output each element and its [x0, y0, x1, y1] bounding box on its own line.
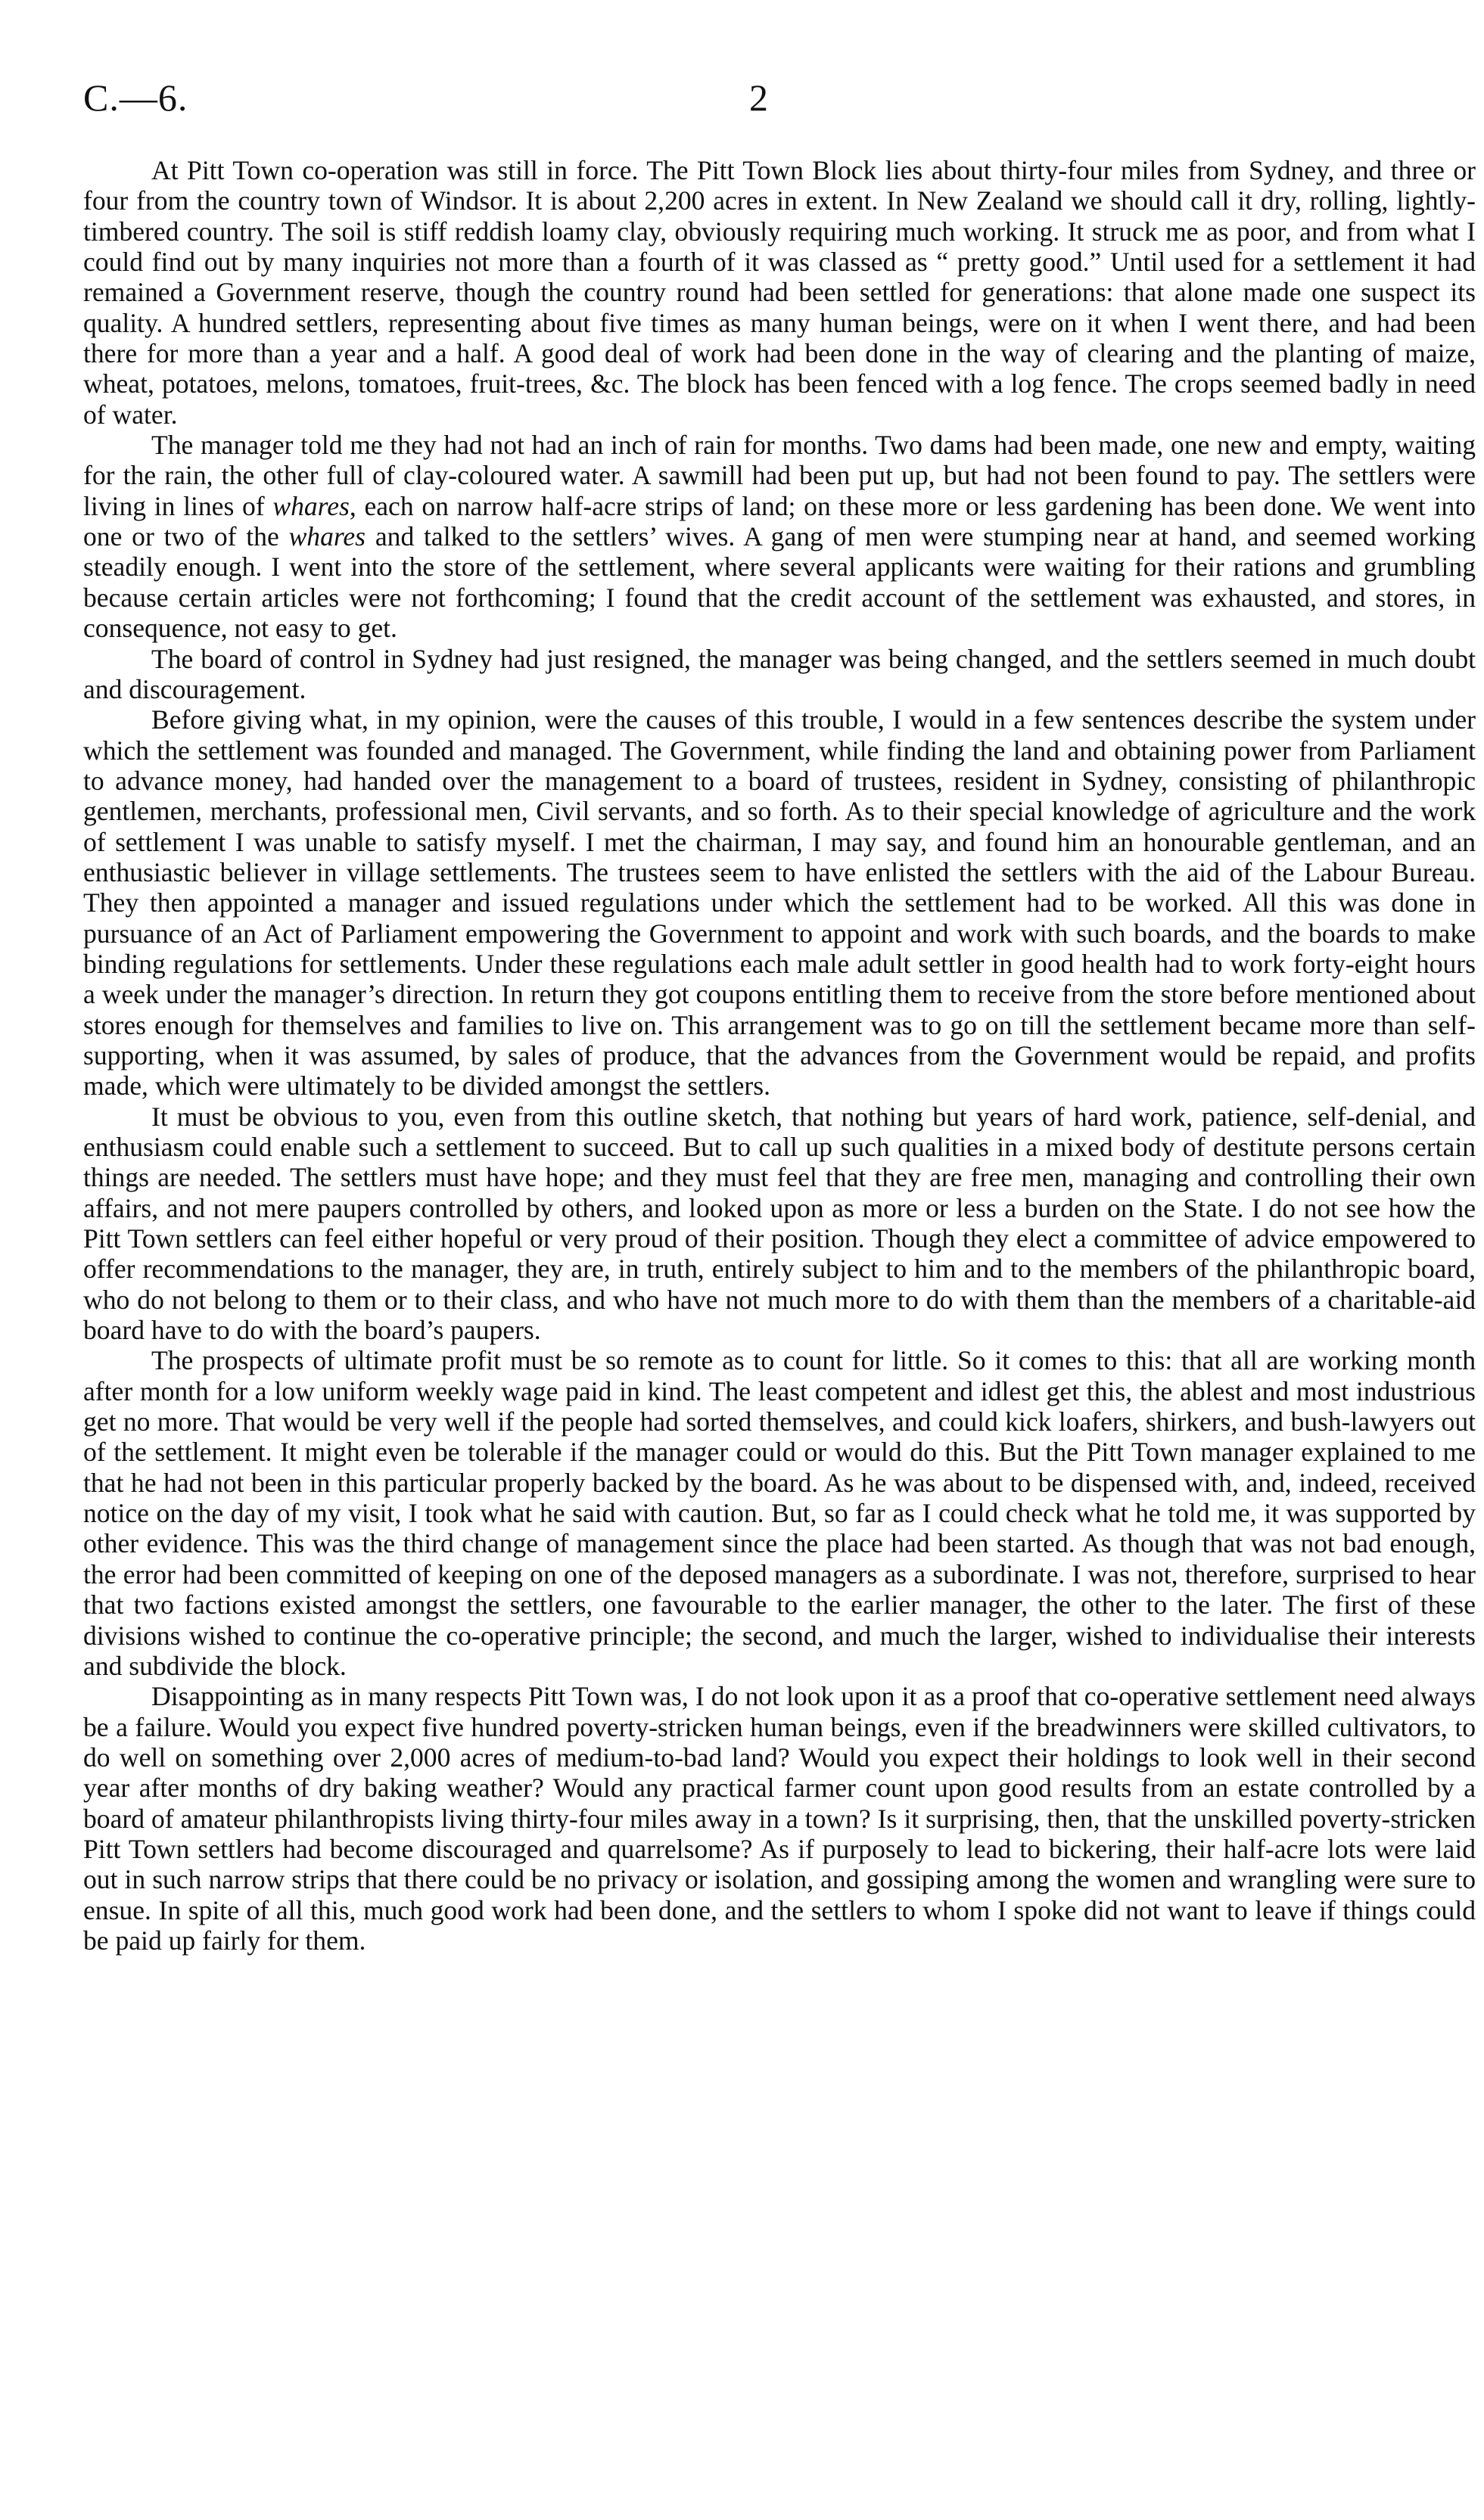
paragraph-text: and talked to the settlers’ wives. A gang of men were stumping near at hand, and seemed working steadily enough. I went into the store of the settlement, where several applicants were waiting for their rations and grumbling because certain articles were not forthcoming; I found that the credit account of the settlement was exhausted, and stores, in consequence, not easy to get.	[83, 521, 1476, 644]
page-number: 2	[749, 76, 768, 119]
italic-word: whares	[288, 521, 366, 552]
paragraph-text: The prospects of ultimate profit must be so remote as to count for little. So it comes to this: that all are working month after month for a low uniform weekly wage paid in kind. The least competent and idlest get this, the ablest and most industrious get no more. That would be very well if the people had sorted themselves, and could kick loafers, shirkers, and bush-lawyers out of the settlement. It might even be tolerable if the manager could or would do this. But the Pitt Town manager explained to me that he had not been in this particular properly backed by the board. As he was about to be dispensed with, and, indeed, received notice on the day of my visit, I took what he said with caution. But, so far as I could check what he told me, it was supported by other evidence. This was the third change of management since the place had been started. As though that was not bad enough, the error had been committed of keeping on one of the deposed managers as a subordinate. I was not, therefore, surprised to hear that two factions existed amongst the settlers, one favourable to the earlier manager, the other to the later. The first of these divisions wished to continue the co-operative principle; the second, and much the larger, wished to individualise their interests and subdivide the block.	[83, 1345, 1476, 1681]
paragraph-text: The board of control in Sydney had just resigned, the manager was being changed, and the settlers seemed in much doubt and discouragement.	[83, 643, 1476, 704]
paragraph-system-description	[83, 704, 1476, 1101]
paragraph-prospects-of-profit	[83, 1345, 1476, 1681]
document-reference: C.—6.	[83, 76, 188, 119]
paragraph-text: Disappointing as in many respects Pitt Town was, I do not look upon it as a proof that co-operative settlement need always be a failure. Would you expect five hundred poverty-stricken human beings, even if the breadwinners were skilled cultivators, to do well on something over 2,000 acres of medium-to-bad land? Would you expect their holdings to look well in their second year after months of dry baking weather? Would any practical farmer count upon good results from an estate controlled by a board of amateur philanthropists living thirty-four miles away in a town? Is it surprising, then, that the unskilled poverty-stricken Pitt Town settlers had become discouraged and quarrelsome? As if purposely to lead to bickering, their half-acre lots were laid out in such narrow strips that there could be no privacy or isolation, and gossiping among the women and wrangling were sure to ensue. In spite of all this, much good work had been done, and the settlers to whom I spoke did not want to leave if things could be paid up fairly for them.	[83, 1681, 1476, 1956]
paragraph-board-resigned	[83, 644, 1476, 705]
paragraph-disappointing-conclusion	[83, 1681, 1476, 1956]
paragraph-text: Before giving what, in my opinion, were the causes of this trouble, I would in a few sentences describe the system under which the settlement was founded and managed. The Government, while finding the land and obtaining power from Parliament to advance money, had handed over the management to a board of trustees, resident in Sydney, consisting of philanthropic gentlemen, merchants, professional men, Civil servants, and so forth. As to their special knowledge of agriculture and the work of settlement I was unable to satisfy myself. I met the chairman, I may say, and found him an honourable gentleman, and an enthusiastic believer in village settlements. The trustees seem to have enlisted the settlers with the aid of the Labour Bureau. They then appointed a manager and issued regulations under which the settlement had to be worked. All this was done in pursuance of an Act of Parliament empowering the Government to appoint and work with such boards, and the boards to make binding regulations for settlements. Under these regulations each male adult settler in good health had to work forty-eight hours a week under the manager’s direction. In return they got coupons entitling them to receive from the store before mentioned about stores enough for themselves and families to live on. This arrangement was to go on till the settlement became more than self-supporting, when it was assumed, by sales of produce, that the advances from the Government would be repaid, and profits made, which were ultimately to be divided amongst the settlers.	[83, 704, 1476, 1102]
paragraph-text: It must be obvious to you, even from this outline sketch, that nothing but years of hard work, patience, self-denial, and enthusiasm could enable such a settlement to succeed. But to call up such qualities in a mixed body of destitute persons certain things are needed. The settlers must have hope; and they must feel that they are free men, managing and controlling their own affairs, and not mere paupers controlled by others, and looked upon as more or less a burden on the State. I do not see how the Pitt Town settlers can feel either hopeful or very proud of their position. Though they elect a committee of advice empowered to offer recommendations to the manager, they are, in truth, entirely subject to him and to the members of the philanthropic board, who do not belong to them or to their class, and who have not much more to do with them than the members of a charitable-aid board have to do with the board’s paupers.	[83, 1101, 1476, 1346]
body-text	[83, 155, 1476, 1956]
paragraph-text: , each on narrow half-acre strips of land; on these more or less gardening has been done. We went into one or two of the	[83, 490, 1476, 552]
paragraph-text: The manager told me they had not had an inch of rain for months. Two dams had been made, one new and empty, waiting for the rain, the other full of clay-coloured water. A sawmill had been put up, but had not been found to pay. The settlers were living in lines of	[83, 430, 1476, 521]
page-header	[83, 76, 1476, 136]
paragraph-manager-report	[83, 430, 1476, 643]
paragraph-text: At Pitt Town co-operation was still in force. The Pitt Town Block lies about thirty-four miles from Sydney, and three or four from the country town of Windsor. It is about 2,200 acres in extent. In New Zealand we should call it dry, rolling, lightly-timbered country. The soil is stiff reddish loamy clay, obviously requiring much working. It struck me as poor, and from what I could find out by many inquiries not more than a fourth of it was classed as “ pretty good.” Until used for a settlement it had remained a Government reserve, though the country round had been settled for generations: that alone made one suspect its quality. A hundred settlers, representing about five times as many human beings, were on it when I went there, and had been there for more than a year and a half. A good deal of work had been done in the way of clearing and the planting of maize, wheat, potatoes, melons, tomatoes, fruit-trees, &c. The block has been fenced with a log fence. The crops seemed badly in need of water.	[83, 155, 1476, 430]
paragraph-hope-and-freedom	[83, 1102, 1476, 1346]
paragraph-pitt-town-intro	[83, 155, 1476, 430]
italic-word: whares	[272, 490, 350, 521]
